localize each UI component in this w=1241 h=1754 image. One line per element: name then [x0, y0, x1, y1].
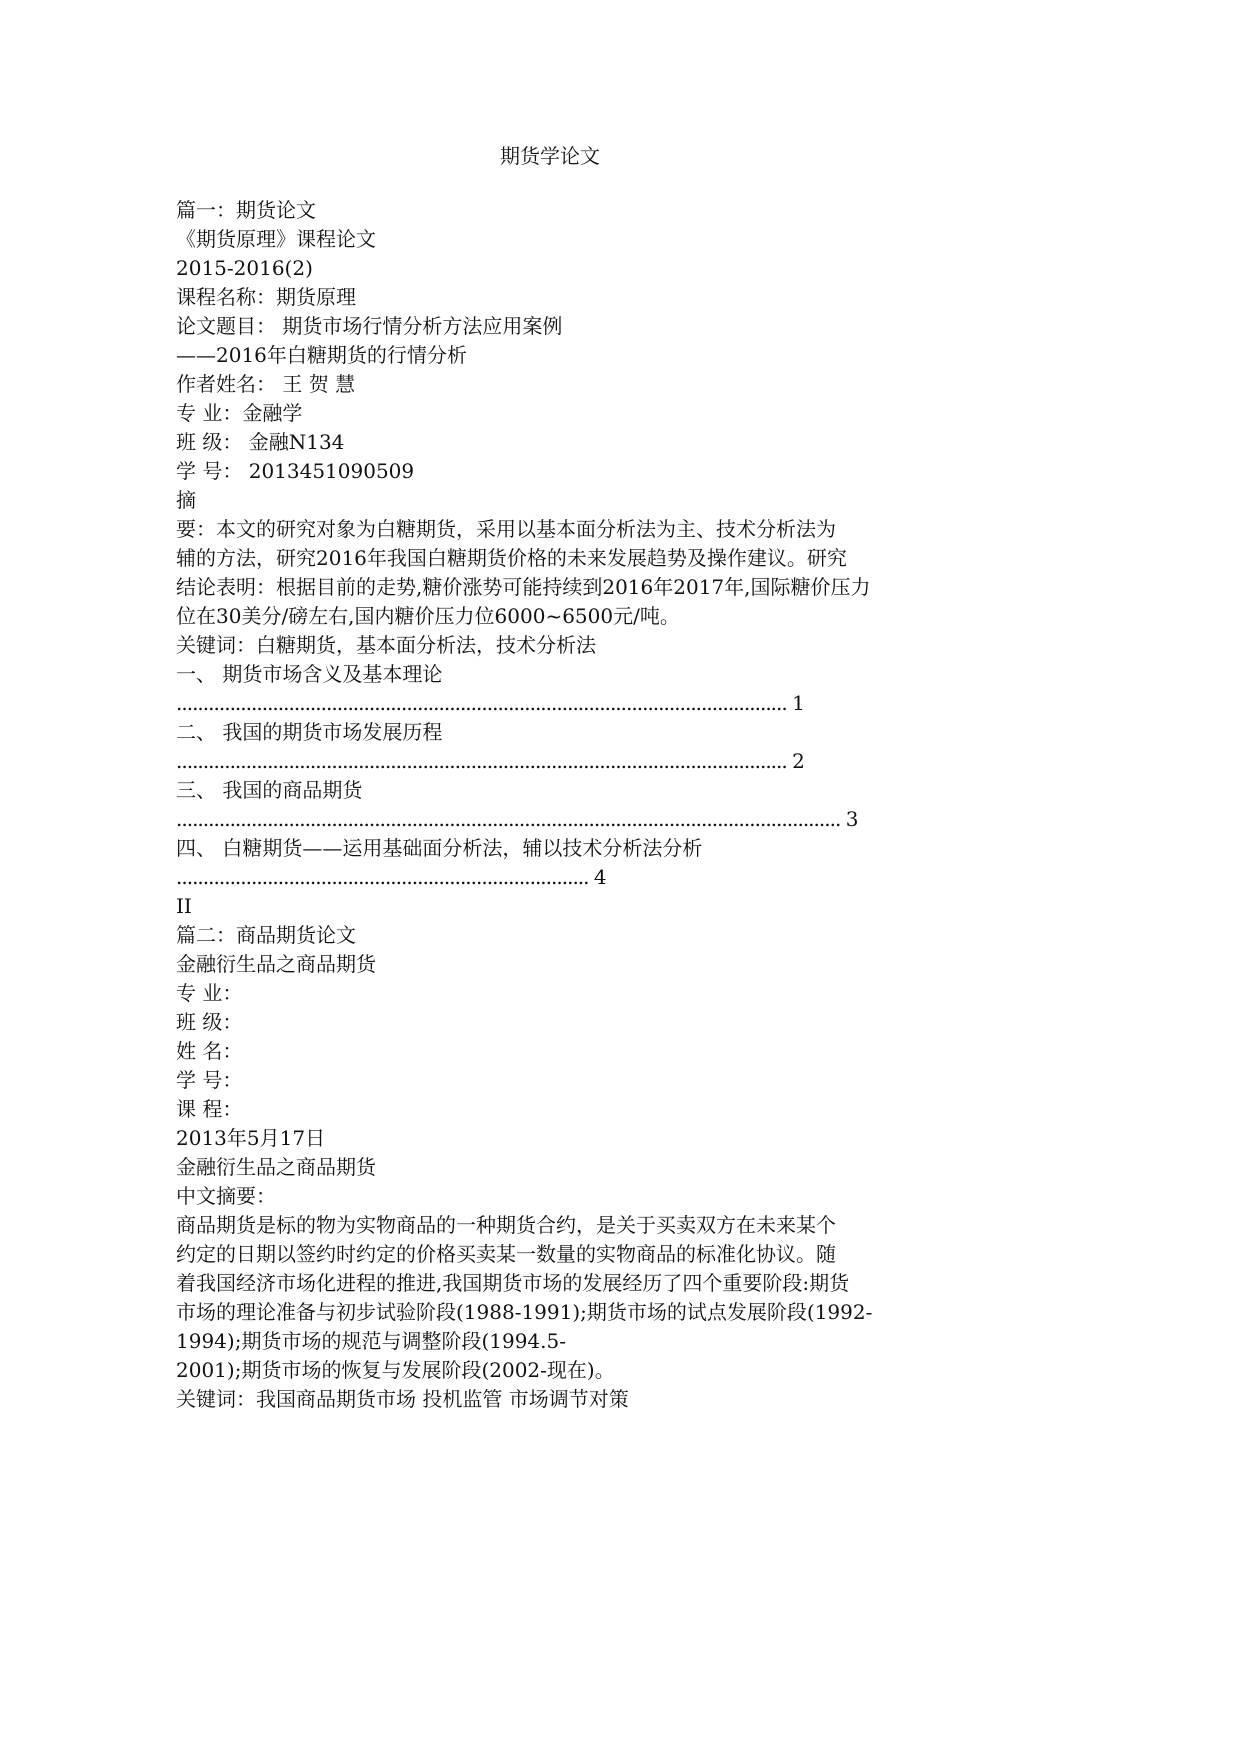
- part1-course-name: 课程名称：期货原理: [176, 285, 356, 309]
- part2-class: 班 级：: [176, 1010, 243, 1034]
- part1-abstract-line: 要：本文的研究对象为白糖期货，采用以基本面分析法为主、技术分析法为: [176, 517, 836, 541]
- part1-heading: 篇一：期货论文: [176, 198, 316, 222]
- part2-subtitle-repeat: 金融衍生品之商品期货: [176, 1155, 376, 1179]
- toc-page-number: 3: [845, 807, 858, 831]
- part1-course-paper: 《期货原理》课程论文: [176, 227, 376, 251]
- part2-abstract-line: 2001);期货市场的恢复与发展阶段(2002-现在)。: [176, 1358, 615, 1382]
- toc-page-number: 2: [792, 749, 804, 773]
- part2-keywords: 关键词：我国商品期货市场 投机监管 市场调节对策: [176, 1387, 629, 1411]
- part1-abstract-line: 位在30美分/磅左右,国内糖价压力位6000~6500元/吨。: [176, 604, 680, 628]
- part2-abstract-line: 市场的理论准备与初步试验阶段(1988-1991);期货市场的试点发展阶段(1992-: [176, 1300, 873, 1324]
- part1-major: 专 业：金融学: [176, 401, 303, 425]
- part2-date: 2013年5月17日: [176, 1126, 326, 1150]
- toc-dots: ..................................................................................................................: [176, 691, 787, 715]
- toc-entry-title: 四、 白糖期货——运用基础面分析法，辅以技术分析法分析: [176, 836, 703, 860]
- part2-abstract-line: 商品期货是标的物为实物商品的一种期货合约，是关于买卖双方在未来某个: [176, 1213, 836, 1237]
- part2-student-id: 学 号：: [176, 1068, 243, 1092]
- toc-entry-leader: [176, 747, 936, 776]
- part2-heading: 篇二：商品期货论文: [176, 923, 356, 947]
- part1-class: 班 级： 金融N134: [176, 430, 345, 454]
- document-body: [176, 196, 936, 1414]
- document-title: 期货学论文: [500, 144, 600, 168]
- part1-abstract-line: 辅的方法，研究2016年我国白糖期货价格的未来发展趋势及操作建议。研究: [176, 546, 847, 570]
- part2-abstract-line: 着我国经济市场化进程的推进,我国期货市场的发展经历了四个重要阶段:期货: [176, 1271, 850, 1295]
- part1-abstract-line: 结论表明：根据目前的走势,糖价涨势可能持续到2016年2017年,国际糖价压力: [176, 575, 871, 599]
- toc-entry-title: 一、 期货市场含义及基本理论: [176, 662, 443, 686]
- toc-entry-leader: [176, 863, 936, 892]
- toc-entry-leader: [176, 689, 936, 718]
- toc-dots: ..................................................................................................................: [176, 749, 787, 773]
- toc-entry-title: 三、 我国的商品期货: [176, 778, 363, 802]
- part2-course: 课 程：: [176, 1097, 243, 1121]
- part2-major: 专 业：: [176, 981, 243, 1005]
- roman-numeral: II: [176, 894, 192, 918]
- toc-entry-leader: [176, 805, 936, 834]
- part2-abstract-line: 约定的日期以签约时约定的价格买卖某一数量的实物商品的标准化协议。随: [176, 1242, 836, 1266]
- part1-student-id: 学 号： 2013451090509: [176, 459, 415, 483]
- part2-abstract-line: 1994);期货市场的规范与调整阶段(1994.5-: [176, 1329, 566, 1353]
- part1-author: 作者姓名： 王 贺 慧: [176, 372, 356, 396]
- toc-dots: .............................................................................: [176, 865, 589, 889]
- part1-paper-title: 论文题目： 期货市场行情分析方法应用案例: [176, 314, 563, 338]
- part1-term: 2015-2016(2): [176, 256, 313, 280]
- part2-subtitle: 金融衍生品之商品期货: [176, 952, 376, 976]
- part1-paper-subtitle: ——2016年白糖期货的行情分析: [176, 343, 467, 367]
- part1-keywords: 关键词：白糖期货，基本面分析法，技术分析法: [176, 633, 596, 657]
- part2-abstract-label: 中文摘要：: [176, 1184, 276, 1208]
- toc-dots: ............................................................................................................................: [176, 807, 841, 831]
- toc-page-number: 1: [792, 691, 804, 715]
- part2-name: 姓 名：: [176, 1039, 243, 1063]
- part1-abstract-label: 摘: [176, 488, 196, 512]
- toc-entry-title: 二、 我国的期货市场发展历程: [176, 720, 443, 744]
- toc-page-number: 4: [593, 865, 606, 889]
